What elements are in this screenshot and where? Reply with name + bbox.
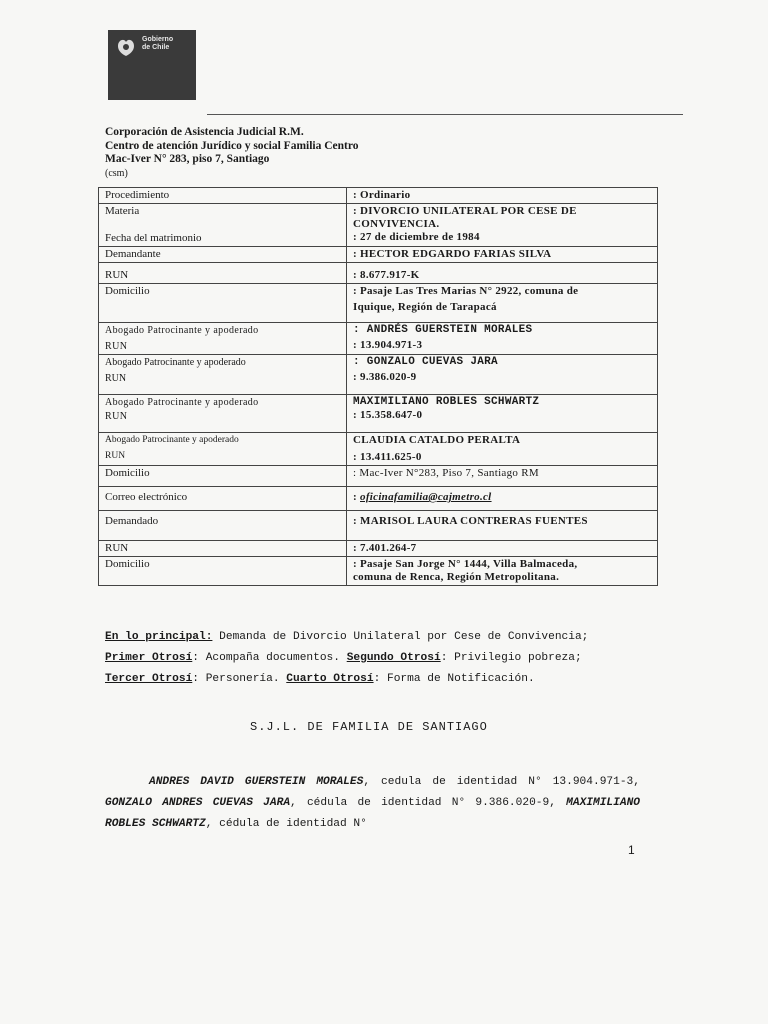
abogado-name: CLAUDIA CATALDO PERALTA bbox=[353, 434, 521, 446]
run-label: RUN bbox=[105, 341, 128, 352]
fecha-value: : 27 de diciembre de 1984 bbox=[353, 231, 480, 243]
abogado-run: : 9.386.020-9 bbox=[353, 371, 417, 383]
cell-label: Demandado bbox=[99, 511, 347, 541]
domicilio-value-1: : Pasaje Las Tres Marias N° 2922, comuna de bbox=[353, 285, 579, 297]
abogado-run: : 13.904.971-3 bbox=[353, 339, 423, 351]
row-abogado-4 bbox=[99, 433, 658, 466]
principal-label: En lo principal: bbox=[105, 631, 213, 643]
row-procedimiento bbox=[99, 188, 658, 204]
cell-value: : HECTOR EDGARDO FARIAS SILVA bbox=[347, 247, 658, 263]
cuarto-otrosi-text: : Forma de Notificación. bbox=[373, 673, 535, 685]
cell-label: RUN bbox=[99, 263, 347, 284]
row-run-demandante bbox=[99, 263, 658, 284]
abogado-name: MAXIMILIANO ROBLES SCHWARTZ bbox=[353, 396, 540, 408]
tercer-otrosi-label: Tercer Otrosí bbox=[105, 673, 193, 685]
run-label: RUN bbox=[105, 411, 128, 422]
cell-value bbox=[347, 355, 658, 395]
principal-text: Demanda de Divorcio Unilateral por Cese de Convivencia; bbox=[212, 631, 589, 643]
gobierno-logo bbox=[108, 30, 196, 100]
domicilio-value-2: Iquique, Región de Tarapacá bbox=[353, 301, 497, 313]
materia-value-1: : DIVORCIO UNILATERAL POR CESE DE bbox=[353, 205, 577, 217]
cell-value bbox=[347, 557, 658, 586]
row-domicilio-demandado bbox=[99, 557, 658, 586]
body-text-1: , cedula de identidad N° 13.904.971-3, bbox=[363, 776, 640, 788]
correo-prefix: : bbox=[353, 491, 361, 503]
cell-label bbox=[99, 355, 347, 395]
cell-label bbox=[99, 433, 347, 466]
row-domicilio-demandante bbox=[99, 284, 658, 323]
logo-text bbox=[142, 36, 173, 52]
cell-label bbox=[99, 323, 347, 355]
domicilio-value-2: comuna de Renca, Región Metropolitana. bbox=[353, 571, 560, 583]
cell-label: Domicilio bbox=[99, 284, 347, 323]
cell-label bbox=[99, 395, 347, 433]
email-link[interactable]: oficinafamilia@cajmetro.cl bbox=[360, 491, 492, 503]
row-correo bbox=[99, 487, 658, 511]
abogado-label: Abogado Patrocinante y apoderado bbox=[105, 435, 239, 445]
run-label: RUN bbox=[105, 373, 127, 384]
row-domicilio-abogados bbox=[99, 466, 658, 487]
tercer-otrosi-text: : Personería. bbox=[192, 673, 287, 685]
lawyer-name-1: ANDRES DAVID GUERSTEIN MORALES bbox=[149, 776, 364, 788]
abogado-label: Abogado Patrocinante y apoderado bbox=[105, 357, 246, 368]
court-heading: S.J.L. DE FAMILIA DE SANTIAGO bbox=[250, 720, 488, 734]
abogado-run: : 13.411.625-0 bbox=[353, 451, 422, 463]
body-text-2: , cédula de identidad N° 9.386.020-9, bbox=[290, 797, 567, 809]
lawyer-name-3: MAXIMILIANO ROBLES SCHWARTZ bbox=[105, 797, 640, 830]
cell-value: : Mac-Iver N°283, Piso 7, Santiago RM bbox=[347, 466, 658, 487]
header-line-2: Centro de atención Jurídico y social Familia Centro bbox=[105, 139, 359, 152]
case-table bbox=[98, 187, 658, 586]
materia-label: Materia bbox=[105, 205, 140, 217]
row-demandante bbox=[99, 247, 658, 263]
cell-value bbox=[347, 433, 658, 466]
cell-value bbox=[347, 323, 658, 355]
row-run-demandado bbox=[99, 541, 658, 557]
logo-line-1: Gobierno bbox=[142, 36, 174, 43]
coat-of-arms-icon bbox=[114, 36, 138, 58]
header-line-1: Corporación de Asistencia Judicial R.M. bbox=[105, 126, 304, 138]
cell-value bbox=[347, 204, 658, 247]
cell-value bbox=[347, 487, 658, 511]
header-rule bbox=[207, 114, 683, 115]
fecha-label: Fecha del matrimonio bbox=[105, 232, 202, 244]
cell-label bbox=[99, 204, 347, 247]
header-line-3: Mac-Iver N° 283, piso 7, Santiago bbox=[105, 153, 270, 165]
cell-label: Correo electrónico bbox=[99, 487, 347, 511]
cell-value: : 8.677.917-K bbox=[347, 263, 658, 284]
cell-label: Procedimiento bbox=[99, 188, 347, 204]
cuarto-otrosi-label: Cuarto Otrosí bbox=[286, 673, 374, 685]
lawyer-name-2: GONZALO ANDRES CUEVAS JARA bbox=[105, 797, 291, 809]
abogado-label: Abogado Patrocinante y apoderado bbox=[105, 325, 259, 336]
cell-label: Domicilio bbox=[99, 466, 347, 487]
cell-value bbox=[347, 284, 658, 323]
institution-header bbox=[105, 126, 359, 180]
row-materia bbox=[99, 204, 658, 247]
row-demandado bbox=[99, 511, 658, 541]
header-line-4: (csm) bbox=[105, 167, 128, 179]
run-label: RUN bbox=[105, 451, 126, 461]
domicilio-value-1: : Pasaje San Jorge N° 1444, Villa Balmaceda, bbox=[353, 558, 578, 570]
materia-value-2: CONVIVENCIA. bbox=[353, 218, 440, 230]
body-text-3: , cédula de identidad N° bbox=[205, 818, 367, 830]
cell-value: : MARISOL LAURA CONTRERAS FUENTES bbox=[347, 511, 658, 541]
primer-otrosi-text: : Acompaña documentos. bbox=[192, 652, 347, 664]
logo-line-2: de Chile bbox=[142, 44, 170, 51]
cell-label: RUN bbox=[99, 541, 347, 557]
abogado-name: : GONZALO CUEVAS JARA bbox=[353, 356, 498, 368]
abogado-run: : 15.358.647-0 bbox=[353, 409, 423, 421]
cell-label: Domicilio bbox=[99, 557, 347, 586]
row-abogado-1 bbox=[99, 323, 658, 355]
otrosi-section bbox=[105, 627, 665, 690]
cell-value: : Ordinario bbox=[347, 188, 658, 204]
primer-otrosi-label: Primer Otrosí bbox=[105, 652, 193, 664]
segundo-otrosi-label: Segundo Otrosí bbox=[346, 652, 441, 664]
segundo-otrosi-text: : Privilegio pobreza; bbox=[440, 652, 582, 664]
page-number: 1 bbox=[628, 843, 635, 857]
row-abogado-2 bbox=[99, 355, 658, 395]
cell-value: : 7.401.264-7 bbox=[347, 541, 658, 557]
cell-value bbox=[347, 395, 658, 433]
cell-label: Demandante bbox=[99, 247, 347, 263]
abogado-name: : ANDRÉS GUERSTEIN MORALES bbox=[353, 324, 533, 336]
body-paragraph bbox=[105, 772, 640, 835]
row-abogado-3 bbox=[99, 395, 658, 433]
abogado-label: Abogado Patrocinante y apoderado bbox=[105, 397, 259, 408]
